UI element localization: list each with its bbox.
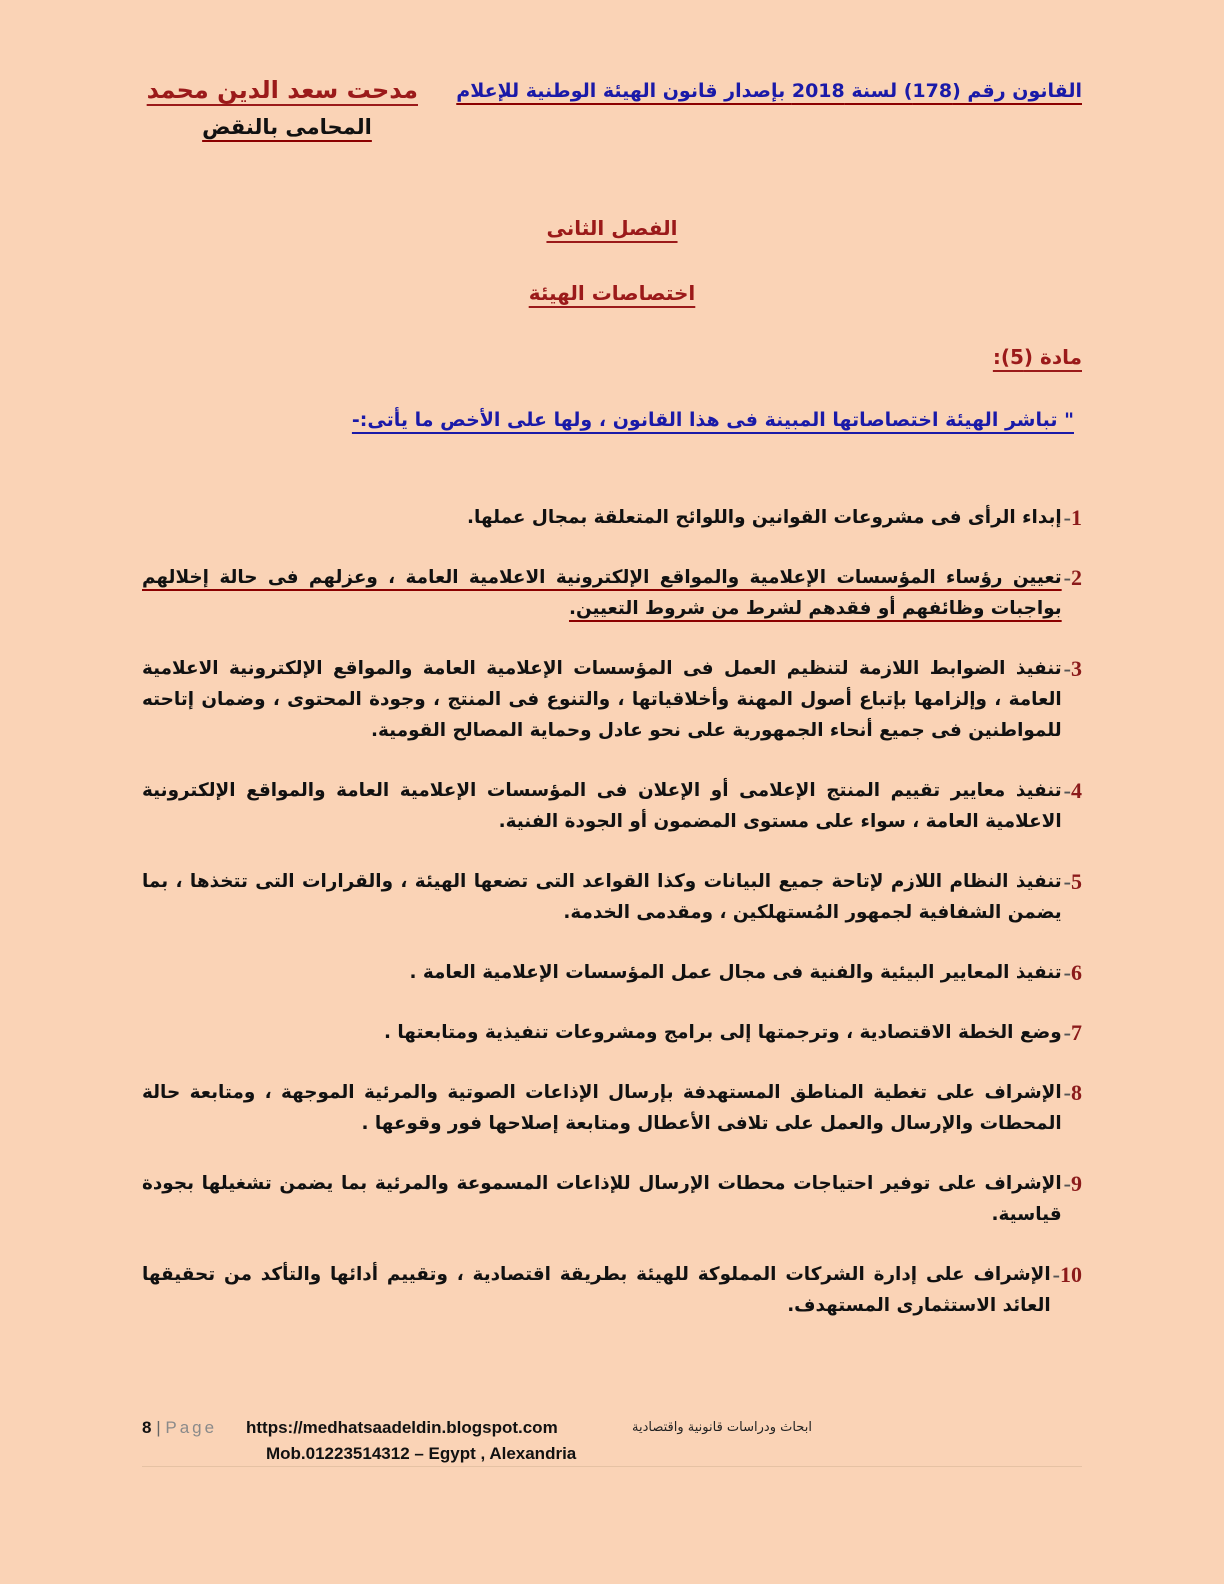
list-item [142,653,1082,746]
item-text: تنفيذ معايير تقييم المنتج الإعلامى أو الإعلان فى المؤسسات الإعلامية العامة والمواقع الإلكترونية الاعلامية العامة ، سواء على مستوى المضمون أو الجودة الفنية. [142,780,1062,832]
article-items-list [142,502,1082,1350]
item-text: تنفيذ المعايير البيئية والفنية فى مجال عمل المؤسسات الإعلامية العامة . [409,962,1062,983]
law-title-header: القانون رقم (178) لسنة 2018 بإصدار قانون الهيئة الوطنية للإعلام [456,80,1082,102]
chapter-heading: الفصل الثانى [546,216,678,240]
item-number: 6- [1063,960,1082,985]
list-item [142,562,1082,624]
list-item [142,1017,1082,1048]
item-text: تنفيذ النظام اللازم لإتاحة جميع البيانات وكذا القواعد التى تضعها الهيئة ، والقرارات التى تتخذها ، بما يضمن الشفافية لجمهور المُستهلكين ، ومقدمى الخدمة. [142,871,1062,923]
page-number: 8 [142,1418,152,1437]
footer-separator: | [156,1418,161,1437]
page-number-label [142,1418,217,1438]
item-number: 5- [1063,869,1082,894]
item-number: 8- [1063,1080,1082,1105]
item-number: 10- [1052,1262,1082,1287]
blog-url-link[interactable]: https://medhatsaadeldin.blogspot.com [246,1418,558,1437]
contact-mobile: Mob.01223514312 – Egypt , Alexandria [266,1444,577,1463]
article-heading: مادة (5): [992,345,1082,369]
list-item [142,1168,1082,1230]
item-number: 1- [1063,505,1082,530]
page-word: Page [165,1418,218,1437]
item-text: تنفيذ الضوابط اللازمة لتنظيم العمل فى المؤسسات الإعلامية العامة والمواقع الإلكترونية الاعلامية العامة ، وإلزامها بإتباع أصول المهنة وأخلاقياتها ، والتنوع فى المنتج ، وجودة المحتوى ، وضمان إتاحته للمواطنين فى جميع أنحاء الجمهورية على نحو عادل وحماية المصالح القومية. [142,658,1062,741]
list-item [142,775,1082,837]
item-text: وضع الخطة الاقتصادية ، وترجمتها إلى برامج ومشروعات تنفيذية ومتابعتها . [384,1022,1062,1043]
item-text: الإشراف على إدارة الشركات المملوكة للهيئة بطريقة اقتصادية ، وتقييم أدائها والتأكد من تحقيقها العائد الاستثمارى المستهدف. [142,1264,1051,1316]
item-number: 2- [1063,565,1082,590]
item-number: 9- [1063,1171,1082,1196]
list-item [142,866,1082,928]
article-intro: " تباشر الهيئة اختصاصاتها المبينة فى هذا القانون ، ولها على الأخص ما يأتى:- [351,409,1074,431]
list-item [142,1077,1082,1139]
section-heading: اختصاصات الهيئة [528,281,696,305]
item-text: إبداء الرأى فى مشروعات القوانين واللوائح المتعلقة بمجال عملها. [467,507,1062,528]
item-number: 3- [1063,656,1082,681]
item-text: الإشراف على توفير احتياجات محطات الإرسال للإذاعات المسموعة والمرئية بما يضمن تشغيلها بجودة قياسية. [142,1173,1062,1225]
list-item [142,502,1082,533]
studies-label: ابحاث ودراسات قانونية واقتصادية [632,1420,812,1435]
list-item [142,1259,1082,1321]
item-text: الإشراف على تغطية المناطق المستهدفة بإرسال الإذاعات الصوتية والمرئية الموجهة ، ومتابعة حالة المحطات والإرسال والعمل على تلافى الأعطال ومتابعة إصلاحها فور وقوعها . [142,1082,1062,1134]
page-footer [142,1414,1082,1467]
author-name: مدحت سعد الدين محمد [146,76,418,104]
item-text: تعيين رؤساء المؤسسات الإعلامية والمواقع الإلكترونية الاعلامية العامة ، وعزلهم فى حالة إخلالهم بواجبات وظائفهم أو فقدهم لشرط من شروط التعيين. [142,567,1062,619]
author-title: المحامى بالنقض [202,115,372,139]
item-number: 7- [1063,1020,1082,1045]
item-number: 4- [1063,778,1082,803]
list-item [142,957,1082,988]
